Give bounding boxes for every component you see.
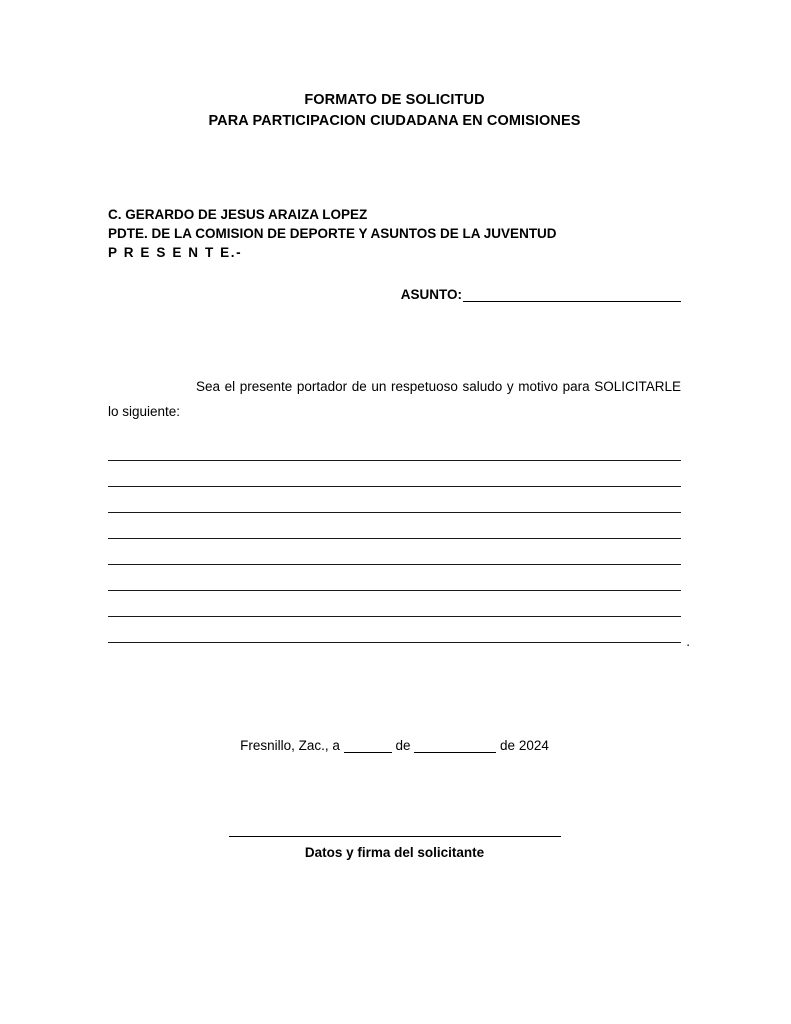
blank-line[interactable]: [108, 461, 681, 487]
asunto-blank-field[interactable]: [463, 288, 681, 301]
addressee-presente: P R E S E N T E.-: [108, 245, 243, 261]
document-content: [108, 0, 690, 862]
signature-block: [108, 835, 681, 862]
trailing-period: .: [686, 634, 690, 650]
addressee-position: PDTE. DE LA COMISION DE DEPORTE Y ASUNTOS DE LA JUVENTUD: [108, 226, 557, 242]
date-line: [108, 738, 681, 753]
blank-line[interactable]: [108, 435, 681, 461]
asunto-label: ASUNTO:: [400, 286, 462, 302]
addressee-name: C. GERARDO DE JESUS ARAIZA LOPEZ: [108, 207, 368, 223]
addressee-block: [108, 205, 681, 262]
blank-line[interactable]: [108, 539, 681, 565]
date-prefix: Fresnillo, Zac., a: [240, 737, 340, 753]
blank-write-lines: [108, 435, 690, 650]
title-line-2: PARA PARTICIPACION CIUDADANA EN COMISIONES: [208, 112, 581, 129]
date-middle: de: [395, 737, 411, 753]
document-title: [108, 90, 681, 131]
blank-line[interactable]: [108, 513, 681, 539]
date-year: 2024: [518, 737, 549, 753]
blank-line[interactable]: [108, 617, 690, 650]
blank-line[interactable]: [108, 487, 681, 513]
title-line-1: FORMATO DE SOLICITUD: [304, 92, 485, 108]
blank-line[interactable]: [108, 565, 681, 591]
signature-caption: Datos y firma del solicitante: [304, 844, 485, 860]
day-blank-field[interactable]: [344, 740, 392, 752]
signature-line[interactable]: [229, 835, 561, 837]
asunto-row: [108, 287, 681, 302]
body-paragraph: Sea el presente portador de un respetuoso saludo y motivo para SOLICITARLE lo siguiente:: [108, 378, 681, 420]
blank-line[interactable]: [108, 591, 681, 617]
date-suffix: de: [500, 737, 516, 753]
month-blank-field[interactable]: [414, 740, 496, 752]
